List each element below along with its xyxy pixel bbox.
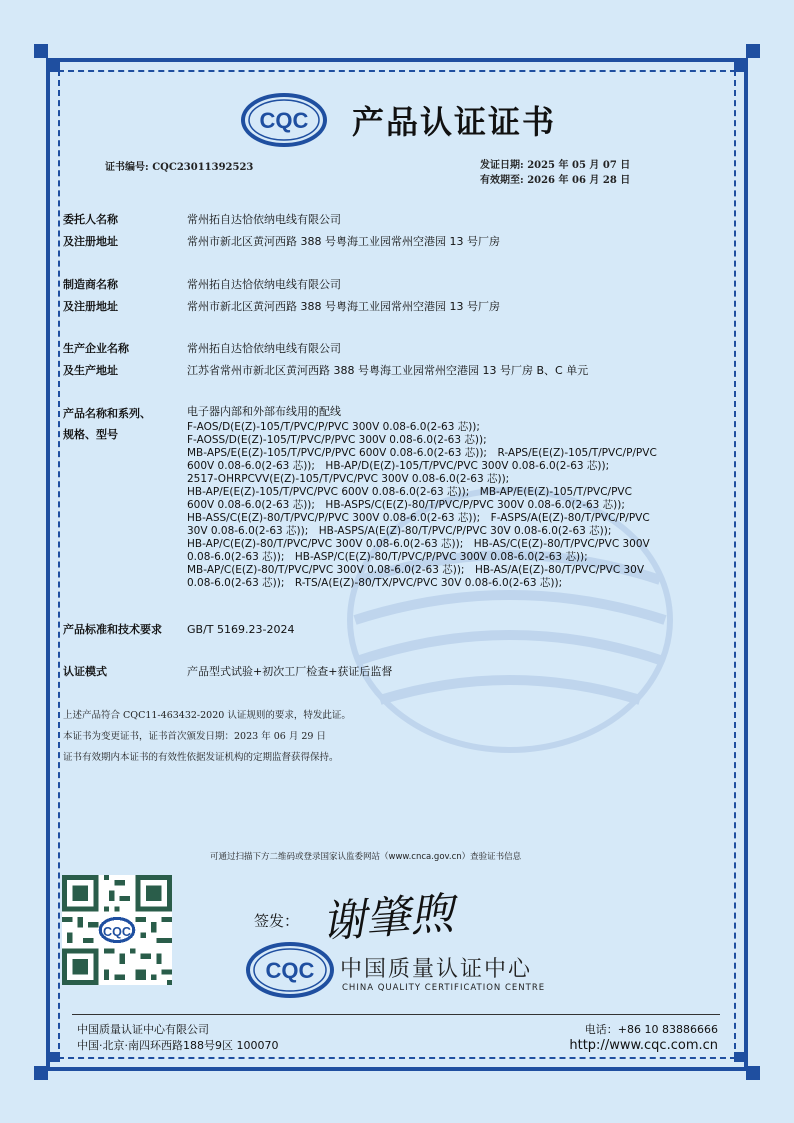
issue-date bbox=[480, 158, 630, 173]
corner-ornament-tl-small bbox=[50, 62, 60, 72]
model-line: HB-AP/C(E(Z)-80/T/PVC/PVC 300V 0.08-6.0(2-63 芯)); HB-AS/C(E(Z)-80/T/PVC/PVC 300V bbox=[187, 538, 650, 550]
footer-phone: 电话：+86 10 83886666 bbox=[584, 1023, 718, 1036]
statement-line: 本证书为变更证书，证书首次颁发日期：2023 年 06 月 29 日 bbox=[63, 731, 326, 742]
model-line: F-AOSS/D(E(Z)-105/T/PVC/P/PVC 300V 0.08-6.0(2-63 芯)); bbox=[187, 434, 487, 446]
model-line: 0.08-6.0(2-63 芯)); R-TS/A(E(Z)-80/TX/PVC/PVC 30V 0.08-6.0(2-63 芯)); bbox=[187, 577, 563, 589]
model-line: 600V 0.08-6.0(2-63 芯)); HB-ASPS/C(E(Z)-80/T/PVC/P/PVC 300V 0.08-6.0(2-63 芯)); bbox=[187, 499, 625, 511]
signature-name: 谢肇煦 bbox=[320, 888, 456, 949]
corner-ornament-tr bbox=[746, 44, 760, 58]
signature-label: 签发： bbox=[254, 912, 300, 930]
maker-name-label: 制造商名称 bbox=[63, 278, 118, 291]
corner-ornament-bl bbox=[34, 1066, 48, 1080]
corner-ornament-br bbox=[746, 1066, 760, 1080]
maker-address-label: 及注册地址 bbox=[63, 300, 118, 313]
certificate-header bbox=[240, 90, 556, 150]
model-list bbox=[187, 421, 712, 590]
footer-left bbox=[77, 1022, 278, 1054]
model-line: 30V 0.08-6.0(2-63 芯)); HB-ASPS/A(E(Z)-80/T/PVC/P/PVC 30V 0.08-6.0(2-63 芯)); bbox=[187, 525, 612, 537]
maker-name-value: 常州拓自达恰依纳电线有限公司 bbox=[187, 278, 341, 291]
statement-line: 上述产品符合 CQC11-463432-2020 认证规则的要求，特发此证。 bbox=[63, 710, 351, 721]
expiry-date-value: 2026 年 06 月 28 日 bbox=[527, 175, 631, 186]
product-label-line1: 产品名称和系列、 bbox=[63, 407, 151, 420]
client-name-label: 委托人名称 bbox=[63, 213, 118, 226]
signature-image bbox=[318, 880, 478, 950]
issue-date-label: 发证日期: bbox=[480, 160, 524, 171]
standard-label: 产品标准和技术要求 bbox=[63, 623, 162, 636]
factory-address-value: 江苏省常州市新北区黄河西路 388 号粤海工业园常州空港园 13 号厂房 B、C 单元 bbox=[187, 364, 589, 377]
mode-label: 认证模式 bbox=[63, 665, 107, 678]
footer-website-link[interactable]: http://www.cqc.com.cn bbox=[569, 1038, 718, 1053]
footer-company: 中国质量认证中心有限公司 bbox=[77, 1023, 209, 1036]
model-line: F-AOS/D(E(Z)-105/T/PVC/P/PVC 300V 0.08-6.0(2-63 芯)); bbox=[187, 421, 480, 433]
cqc-org-logo-icon bbox=[245, 942, 335, 998]
org-name-cn: 中国质量认证中心 bbox=[340, 957, 533, 982]
corner-ornament-br-small bbox=[734, 1052, 744, 1062]
cqc-logo-icon bbox=[240, 92, 328, 148]
maker-address-value: 常州市新北区黄河西路 388 号粤海工业园常州空港园 13 号厂房 bbox=[187, 300, 500, 313]
cert-number bbox=[105, 158, 253, 173]
model-line: HB-AP/E(E(Z)-105/T/PVC/PVC 600V 0.08-6.0(2-63 芯)); MB-AP/E(E(Z)-105/T/PVC/PVC bbox=[187, 486, 632, 498]
factory-name-value: 常州拓自达恰依纳电线有限公司 bbox=[187, 342, 341, 355]
client-name-value: 常州拓自达恰依纳电线有限公司 bbox=[187, 213, 341, 226]
footer-divider bbox=[72, 1014, 720, 1015]
client-address-label: 及注册地址 bbox=[63, 235, 118, 248]
footer-address: 中国·北京·南四环西路188号9区 100070 bbox=[77, 1039, 279, 1052]
scan-note: 可通过扫描下方二维码或登录国家认监委网站（www.cnca.gov.cn）查验证书信息 bbox=[210, 852, 522, 862]
client-address-value: 常州市新北区黄河西路 388 号粤海工业园常州空港园 13 号厂房 bbox=[187, 235, 500, 248]
standard-value: GB/T 5169.23-2024 bbox=[187, 623, 295, 636]
product-name: 电子器内部和外部布线用的配线 bbox=[187, 405, 341, 418]
qr-code-icon[interactable] bbox=[62, 875, 172, 985]
model-line: HB-ASS/C(E(Z)-80/T/PVC/P/PVC 300V 0.08-6.0(2-63 芯)); F-ASPS/A(E(Z)-80/T/PVC/P/PVC bbox=[187, 512, 650, 524]
certificate-statement bbox=[63, 705, 351, 768]
model-line: 2517-OHRPCVV(E(Z)-105/T/PVC/PVC 300V 0.08-6.0(2-63 芯)); bbox=[187, 473, 510, 485]
model-line: MB-AP/C(E(Z)-80/T/PVC/PVC 300V 0.08-6.0(2-63 芯)); HB-AS/A(E(Z)-80/T/PVC/PVC 30V bbox=[187, 564, 645, 576]
model-line: MB-APS/E(E(Z)-105/T/PVC/P/PVC 600V 0.08-6.0(2-63 芯)); R-APS/E(E(Z)-105/T/PVC/P/PVC bbox=[187, 447, 657, 459]
org-name-en: CHINA QUALITY CERTIFICATION CENTRE bbox=[342, 983, 546, 993]
product-label-line2: 规格、型号 bbox=[63, 428, 118, 441]
svg-text:CQC: CQC bbox=[103, 924, 131, 939]
corner-ornament-tl bbox=[34, 44, 48, 58]
cqc-logo-text: CQC bbox=[259, 108, 309, 133]
product-label bbox=[63, 403, 183, 445]
factory-address-label: 及生产地址 bbox=[63, 364, 118, 377]
model-line: 0.08-6.0(2-63 芯)); HB-ASP/C(E(Z)-80/T/PVC/P/PVC 300V 0.08-6.0(2-63 芯)); bbox=[187, 551, 588, 563]
model-line: 600V 0.08-6.0(2-63 芯)); HB-AP/D(E(Z)-105/T/PVC/PVC 300V 0.08-6.0(2-63 芯)); bbox=[187, 460, 610, 472]
footer-right bbox=[560, 1022, 718, 1054]
expiry-date bbox=[480, 173, 630, 188]
product-details bbox=[187, 403, 712, 590]
corner-ornament-tr-small bbox=[734, 62, 744, 72]
mode-value: 产品型式试验+初次工厂检查+获证后监督 bbox=[187, 665, 393, 678]
factory-name-label: 生产企业名称 bbox=[63, 342, 129, 355]
cert-number-label: 证书编号: bbox=[105, 162, 149, 173]
cert-dates bbox=[480, 158, 630, 188]
statement-line: 证书有效期内本证书的有效性依据发证机构的定期监督获得保持。 bbox=[63, 752, 339, 763]
org-logo-text: CQC bbox=[265, 958, 315, 983]
page-title: 产品认证证书 bbox=[352, 103, 557, 141]
cert-number-value: CQC23011392523 bbox=[152, 162, 254, 173]
expiry-date-label: 有效期至: bbox=[480, 175, 524, 186]
issue-date-value: 2025 年 05 月 07 日 bbox=[527, 160, 631, 171]
corner-ornament-bl-small bbox=[50, 1052, 60, 1062]
